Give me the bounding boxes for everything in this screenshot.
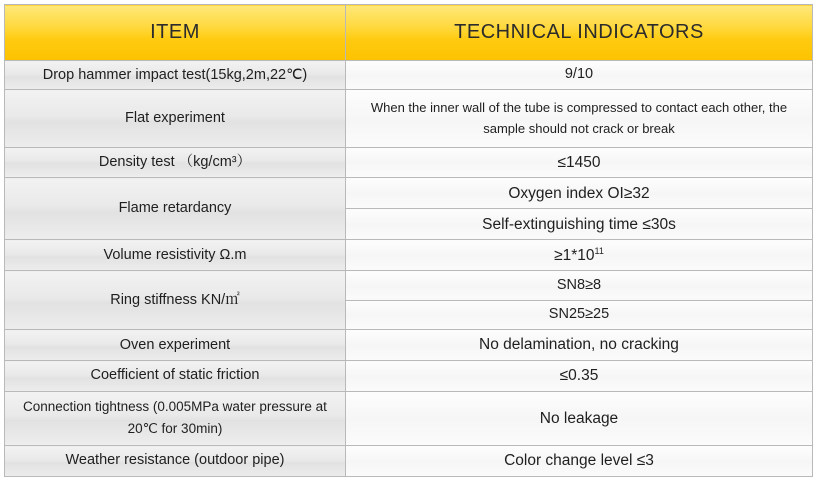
technical-specification-table	[4, 4, 813, 477]
table-row	[5, 147, 813, 178]
row-value-density-test: ≤1450	[345, 147, 812, 178]
row-label-weather-resistance: Weather resistance (outdoor pipe)	[5, 446, 346, 477]
header-item: ITEM	[5, 5, 346, 61]
table-header	[5, 5, 813, 61]
table-row	[5, 271, 813, 300]
table-row	[5, 330, 813, 361]
row-label-connection-tightness: Connection tightness (0.005MPa water pressure at 20℃ for 30min)	[5, 391, 346, 445]
table-row	[5, 391, 813, 445]
row-value-connection-tightness: No leakage	[345, 391, 812, 445]
row-value-flame-retardancy-oxygen-index: Oxygen index OI≥32	[345, 178, 812, 209]
row-value-oven-experiment: No delamination, no cracking	[345, 330, 812, 361]
row-value-coefficient-of-static-friction: ≤0.35	[345, 361, 812, 392]
table-header-row	[5, 5, 813, 61]
table-row	[5, 240, 813, 271]
volume-resistivity-exponent: 11	[594, 245, 604, 256]
row-label-flame-retardancy: Flame retardancy	[5, 178, 346, 240]
table-row	[5, 361, 813, 392]
row-value-flame-retardancy-self-extinguishing: Self-extinguishing time ≤30s	[345, 209, 812, 240]
table-row	[5, 178, 813, 209]
row-label-density-test: Density test （kg/cm³）	[5, 147, 346, 178]
table-body	[5, 61, 813, 477]
row-value-drop-hammer-impact-test: 9/10	[345, 61, 812, 90]
table-row	[5, 61, 813, 90]
row-label-oven-experiment: Oven experiment	[5, 330, 346, 361]
volume-resistivity-base: ≥1*10	[554, 246, 595, 264]
row-label-drop-hammer-impact-test: Drop hammer impact test(15kg,2m,22℃)	[5, 61, 346, 90]
row-value-volume-resistivity	[345, 240, 812, 271]
row-label-flat-experiment: Flat experiment	[5, 90, 346, 147]
table-row	[5, 90, 813, 147]
row-label-coefficient-of-static-friction: Coefficient of static friction	[5, 361, 346, 392]
header-technical-indicators: TECHNICAL INDICATORS	[345, 5, 812, 61]
row-value-weather-resistance: Color change level ≤3	[345, 446, 812, 477]
row-value-ring-stiffness-sn8: SN8≥8	[345, 271, 812, 300]
row-label-ring-stiffness: Ring stiffness KN/㎡	[5, 271, 346, 330]
table-row	[5, 446, 813, 477]
row-value-ring-stiffness-sn25: SN25≥25	[345, 300, 812, 329]
row-label-volume-resistivity: Volume resistivity Ω.m	[5, 240, 346, 271]
row-value-flat-experiment: When the inner wall of the tube is compressed to contact each other, the sample should not crack or break	[345, 90, 812, 147]
